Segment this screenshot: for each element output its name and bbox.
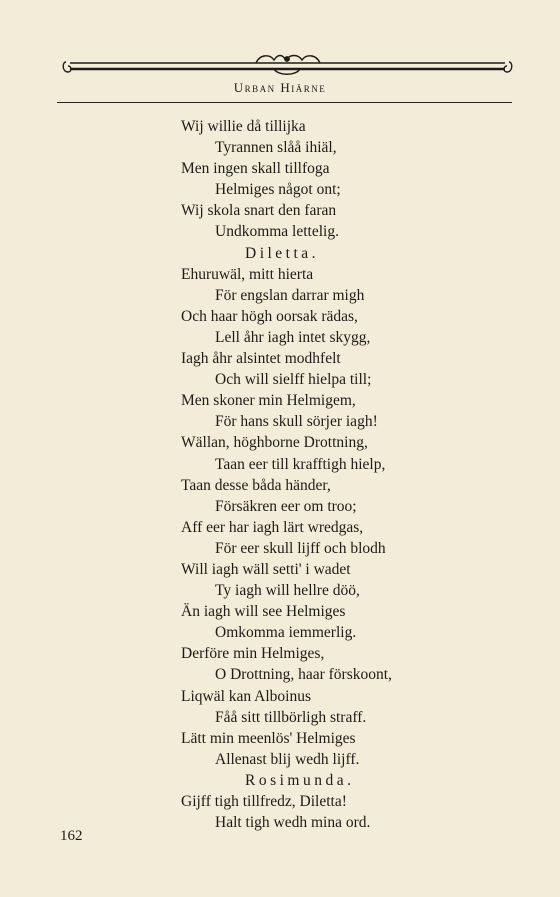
verse-line: Gijff tigh tillfredz, Diletta! — [181, 793, 347, 810]
verse-line: Lätt min meenlös' Helmiges — [181, 729, 356, 747]
verse-line: Allenast blij wedh lijff. — [215, 750, 360, 768]
verse-line: Men skoner min Helmigem, — [181, 392, 356, 410]
page-number: 162 — [60, 828, 83, 844]
verse-line: Fåå sitt tillbörligh straff. — [215, 708, 367, 726]
verse-line: Ty iagh will hellre döö, — [215, 582, 360, 600]
verse-line: Undkomma lettelig. — [215, 223, 339, 241]
verse-line: Och haar högh oorsak rädas, — [181, 307, 358, 325]
verse-line: För engslan darrar migh — [215, 286, 365, 304]
verse-line: Tyrannen slåå ihiäl, — [215, 139, 337, 157]
verse-line: Halt tigh wedh mina ord. — [215, 814, 371, 832]
verse-line: För hans skull sörjer iagh! — [215, 413, 378, 431]
verse-line: Lell åhr iagh intet skygg, — [215, 328, 371, 346]
verse-line: Än iagh will see Helmiges — [181, 603, 346, 621]
verse-line: Wällan, höghborne Drottning, — [181, 434, 368, 452]
verse-line: Helmiges något ont; — [215, 181, 341, 199]
verse-line: Taan desse båda händer, — [181, 476, 331, 494]
verse-line: För eer skull lijff och blodh — [215, 539, 386, 557]
header-ornament — [60, 50, 515, 80]
verse-line: Aff eer har iagh lärt wredgas, — [181, 518, 364, 536]
verse-line: Men ingen skall tillfoga — [181, 160, 330, 178]
header-divider — [57, 102, 512, 103]
speaker-name: Diletta. — [245, 244, 320, 262]
verse-line: Taan eer till krafftigh hielp, — [215, 455, 386, 473]
running-title: Urban Hiärne — [233, 80, 327, 95]
verse-line: Derföre min Helmiges, — [181, 645, 325, 663]
verse-text — [181, 116, 521, 833]
verse-line: Iagh åhr alsintet modhfelt — [181, 350, 341, 368]
verse-line: Wij willie då tillijka — [181, 118, 306, 135]
verse-line: Liqwäl kan Alboinus — [181, 687, 312, 705]
verse-line: O Drottning, haar förskoont, — [215, 666, 392, 684]
verse-line: Och will sielff hielpa till; — [215, 371, 372, 389]
verse-line: Wij skola snart den faran — [181, 202, 337, 220]
verse-line: Ehuruwäl, mitt hierta — [181, 265, 314, 283]
verse-line: Omkomma iemmerlig. — [215, 624, 357, 642]
verse-line: Försäkren eer om troo; — [215, 497, 357, 515]
speaker-name: Rosimunda. — [245, 771, 355, 789]
verse-line: Will iagh wäll setti' i wadet — [181, 560, 351, 578]
